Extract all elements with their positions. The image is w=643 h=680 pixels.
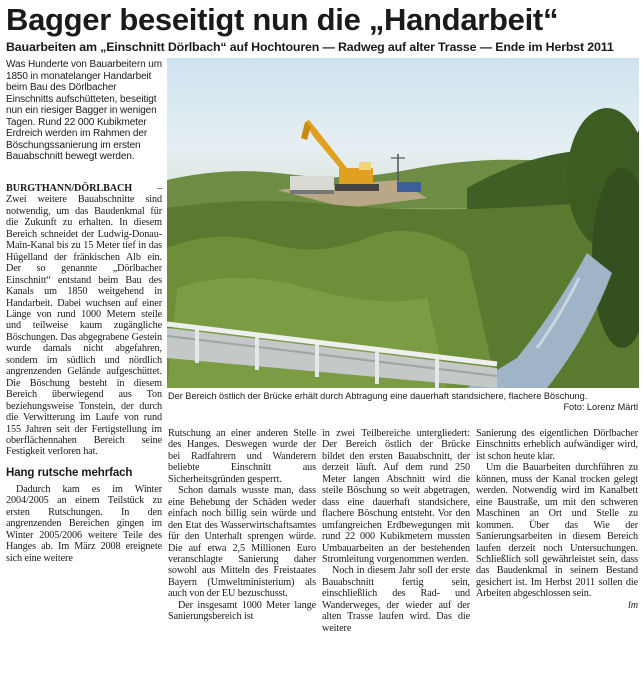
article-column-1	[6, 183, 162, 564]
photo-credit: Foto: Lorenz Märtl	[563, 402, 638, 412]
paragraph-3: Rutschung an einer anderen Stelle des Hanges. Deswegen wurde der bei Radfahrern und Wanderern beliebte Einschnitt aus Sicherheitsgründen gesperrt.	[168, 428, 316, 485]
article-photo	[167, 58, 639, 388]
article-dateline: BURGTHANN/DÖRLBACH	[6, 183, 133, 194]
paragraph-7: Sanierung des eigentlichen Dörlbacher Einschnitts erheblich aufwändiger wird, ist schon heute klar.	[476, 428, 638, 462]
photo-caption	[168, 391, 638, 412]
paragraph-5b: in zwei Teilbereiche untergliedert: Der Bereich östlich der Brücke bildet den ersten Bauabschnitt, der derzeit läuft. Auf dem rund 250 Meter langen Abschnitt wird die steile Böschung so weit abgetragen, dass eine dauerhaft standsichere, flachere Böschung entsteht. Vor den umfangreichen Erdbewegungen mit rund 22 000 Kubikmetern mussten Umbauarbeiten an der bestehenden Stromleitung vorgenommen werden.	[322, 428, 470, 565]
article-column-4	[476, 428, 638, 611]
article-column-3	[322, 428, 470, 634]
paragraph-8: Um die Bauarbeiten durchführen zu können, muss der Kanal trocken gelegt werden. Notwendig wird im Kanalbett eine Baustraße, um mit den schweren Maschinen an Ort und Stelle zu kommen. Über das Wie der Sanierungsarbeiten in diesem Bereich laufen derzeit noch Untersuchungen. Schließlich soll gewährleistet sein, dass das Baudenkmal in seinem Bestand gesichert ist. Im Herbst 2011 sollen die Arbeiten abgeschlossen sein.	[476, 462, 638, 600]
article-column-2	[168, 428, 316, 623]
section-heading: Hang rutsche mehrfach	[6, 466, 133, 479]
paragraph-2: Dadurch kam es im Winter 2004/2005 an einem Teilstück zu ersten Rutschungen. In den angrenzenden Bereichen gingen im Winter 2005/2006 weitere Teile des Hanges ab. Im März 2008 ereignete sich eine weitere	[6, 483, 162, 564]
photo-caption-text: Der Bereich östlich der Brücke erhält durch Abtragung eine dauerhaft standsichere, flachere Böschung.	[168, 391, 588, 401]
paragraph-4: Schon damals wusste man, dass eine Behebung der Schäden weder einfach noch billig sein würde und den Etat des Wasserwirtschaftsamtes für den Unterhalt sprengen würde. Die auf etwa 2,5 Millionen Euro veranschlagte Sanierung daher sowohl aus Mitteln des Freistaates Bayern (Umweltministerium) als auch von der EU bezuschusst.	[168, 485, 316, 600]
article-lead: Was Hunderte von Bauarbeitern um 1850 in monatelanger Handarbeit beim Bau des Dörlbacher Einschnitts aufschütteten, beseitigt nun ein riesiger Bagger in wenigen Tagen. Rund 22 000 Kubikmeter Erdreich werden im Rahmen der Böschungssanierung im ersten Bauabschnitt bewegt werden.	[6, 59, 162, 163]
construction-site-illustration	[167, 58, 639, 388]
paragraph-1: – Zwei weitere Bauabschnitte sind notwendig, um das Baudenkmal für die Zukunft zu erhalten. In diesem Bereich schneidet der Ludwig-Donau-Main-Kanal bis zu 15 Meter tief in das Hügelland der fränkischen Alb ein. Der so genannte „Dörlbacher Einschnitt“ entstand beim Bau des Kanals um 1850 weitgehend in Handarbeit. Dabei wuchsen auf einer Länge von rund 1000 Metern steile und teilweise kaum zugängliche Böschungen. Das abgegrabene Gestein wurde damals nicht abgefahren, sondern im südlich und nördlich angrenzenden Gelände aufgeschüttet. Die Böschung besteht in diesem Bereich überwiegend aus Ton beziehungsweise Tonstein, der durch die Verwitterung im Laufe von rund 155 Jahren seit der Fertigstellung im oberflächennahen Bereich seine Festigkeit verloren hat.	[6, 183, 162, 458]
paragraph-5a: Der insgesamt 1000 Meter lange Sanierungsbereich ist	[168, 599, 316, 623]
article-headline: Bagger beseitigt nun die „Handarbeit“	[6, 2, 559, 37]
paragraph-5-source	[0, 0, 1, 1]
article-subheadline: Bauarbeiten am „Einschnitt Dörlbach“ auf Hochtouren — Radweg auf alter Trasse — Ende im Herbst 2011	[6, 40, 614, 54]
article-author: lm	[628, 599, 638, 611]
paragraph-6: Noch in diesem Jahr soll der erste Bauabschnitt fertig sein, einschließlich des Rad- und Wanderweges, der wieder auf der alten Trasse laufen wird. Das die weitere	[322, 565, 470, 634]
